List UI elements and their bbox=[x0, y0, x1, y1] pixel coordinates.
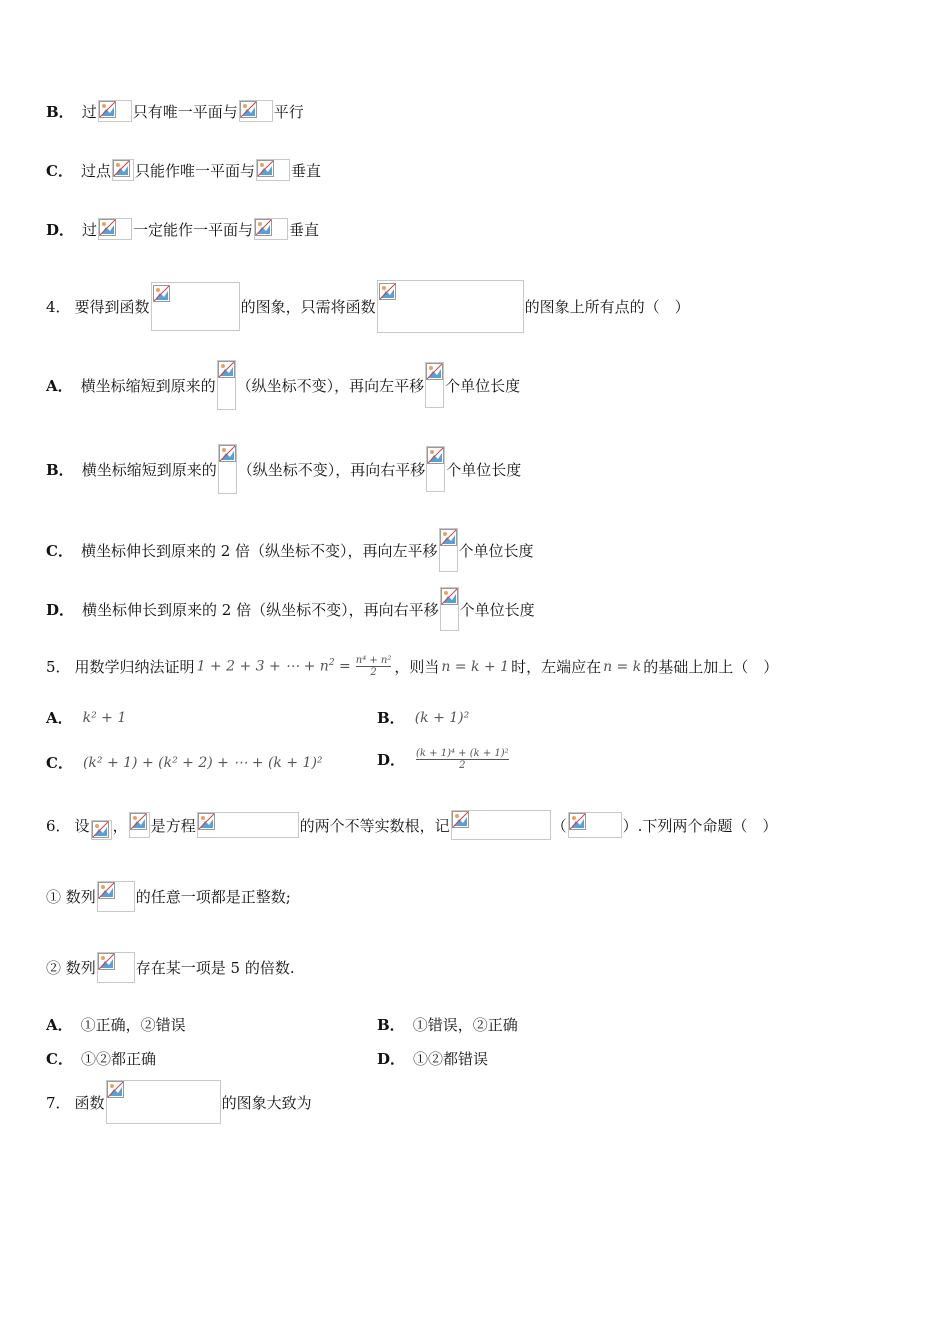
q7-stem bbox=[46, 1080, 312, 1124]
question-text: 要得到函数 bbox=[74, 298, 150, 316]
q5-option-d bbox=[377, 748, 512, 771]
q6-option-a bbox=[46, 1014, 186, 1035]
q4-option-c bbox=[46, 528, 534, 572]
option-text: 横坐标缩短到原来的 bbox=[81, 460, 217, 479]
fraction-numerator: n⁴ + n² bbox=[355, 655, 392, 666]
q4-option-a bbox=[46, 360, 520, 410]
broken-image-icon bbox=[254, 218, 288, 240]
q6-option-c bbox=[46, 1048, 156, 1069]
option-label: D． bbox=[46, 600, 75, 619]
question-text: （ bbox=[551, 816, 567, 835]
option-text: （纵坐标不变），再向左平移 bbox=[236, 376, 425, 395]
q6-statement-1 bbox=[46, 881, 291, 912]
question-number: 6． bbox=[46, 816, 71, 835]
option-label: D． bbox=[377, 751, 406, 769]
broken-image-icon bbox=[98, 218, 132, 240]
option-text: 一定能作一平面与 bbox=[133, 220, 254, 239]
option-text: 只有唯一平面与 bbox=[132, 102, 238, 121]
q5-stem bbox=[46, 655, 778, 678]
q4-stem bbox=[46, 280, 690, 333]
broken-image-icon bbox=[451, 810, 551, 840]
q6-option-b bbox=[377, 1014, 518, 1035]
q5-option-c bbox=[46, 752, 325, 773]
option-text: 垂直 bbox=[289, 220, 320, 239]
broken-image-icon bbox=[439, 528, 458, 572]
formula-lhs-text: 1 + 2 + 3 + ⋯ + n bbox=[196, 658, 329, 675]
broken-image-icon bbox=[218, 444, 237, 494]
question-text: ）.下列两个命题（ ） bbox=[622, 816, 778, 835]
option-text: 过点 bbox=[80, 161, 111, 180]
broken-image-icon bbox=[197, 812, 299, 838]
option-fraction bbox=[416, 748, 509, 771]
option-text: 横坐标伸长到原来的 2 倍（纵坐标不变），再向右平移 bbox=[82, 600, 439, 619]
broken-image-icon bbox=[129, 812, 150, 838]
formula-fraction bbox=[356, 655, 392, 678]
option-text: 横坐标缩短到原来的 bbox=[80, 376, 216, 395]
option-text: 平行 bbox=[273, 102, 304, 121]
broken-image-icon bbox=[239, 100, 273, 122]
option-label: B． bbox=[377, 1016, 405, 1034]
broken-image-icon bbox=[568, 812, 622, 838]
option-label: C． bbox=[46, 541, 73, 560]
question-text: 的图象上所有点的（ ） bbox=[524, 298, 690, 316]
statement-text: 存在某一项是 5 的倍数. bbox=[135, 959, 295, 977]
option-label: B． bbox=[46, 102, 74, 121]
q6-stem bbox=[46, 810, 777, 840]
question-text: 是方程 bbox=[150, 816, 196, 835]
question-text: 时，左端应在 bbox=[511, 658, 602, 676]
option-text: ①错误，②正确 bbox=[412, 1016, 518, 1034]
option-label: D． bbox=[46, 220, 75, 239]
question-text: 的两个不等实数根，记 bbox=[299, 816, 450, 835]
option-label: A． bbox=[46, 376, 73, 395]
option-text: 个单位长度 bbox=[446, 460, 522, 479]
broken-image-icon bbox=[217, 360, 236, 410]
option-text: ①②都错误 bbox=[413, 1050, 489, 1068]
broken-image-icon bbox=[106, 1080, 221, 1124]
question-text: ， bbox=[112, 816, 128, 835]
broken-image-icon bbox=[98, 100, 132, 122]
option-label: B． bbox=[46, 460, 74, 479]
condition-formula: n = k + 1 bbox=[441, 658, 510, 675]
option-text: 个单位长度 bbox=[459, 600, 535, 619]
fraction-denominator: 2 bbox=[459, 760, 466, 771]
broken-image-icon bbox=[112, 159, 134, 181]
option-text: 过 bbox=[81, 102, 97, 121]
broken-image-icon bbox=[440, 587, 459, 631]
question-number: 4． bbox=[46, 298, 71, 316]
q3-option-b bbox=[46, 100, 304, 122]
option-text: （纵坐标不变），再向右平移 bbox=[237, 460, 426, 479]
q4-option-b bbox=[46, 444, 521, 494]
question-text: 的基础上加上（ ） bbox=[643, 658, 779, 676]
option-label: C． bbox=[46, 161, 73, 180]
fraction-denominator: 2 bbox=[370, 667, 377, 678]
question-text: ，则当 bbox=[394, 658, 440, 676]
statement-text: ② 数列 bbox=[46, 959, 96, 977]
statement-text: ① 数列 bbox=[46, 888, 96, 906]
option-text: ①正确，②错误 bbox=[80, 1016, 186, 1034]
broken-image-icon bbox=[426, 446, 445, 492]
q5-option-a bbox=[46, 707, 128, 728]
option-label: B． bbox=[377, 709, 405, 727]
option-label: C． bbox=[46, 754, 73, 772]
question-text: 的图象大致为 bbox=[221, 1093, 312, 1112]
option-text: 个单位长度 bbox=[458, 541, 534, 560]
option-label: D． bbox=[377, 1050, 406, 1068]
broken-image-icon bbox=[97, 881, 135, 912]
broken-image-icon bbox=[425, 362, 444, 408]
broken-image-icon bbox=[377, 280, 524, 333]
broken-image-icon bbox=[91, 820, 112, 840]
broken-image-icon bbox=[97, 952, 135, 983]
fraction-numerator: (k + 1)⁴ + (k + 1)² bbox=[416, 748, 509, 759]
statement-text: 的任意一项都是正整数; bbox=[135, 888, 291, 906]
question-text: 的图象，只需将函数 bbox=[240, 298, 376, 316]
option-label: A． bbox=[46, 1016, 73, 1034]
condition-formula: n = k bbox=[603, 658, 642, 675]
question-text: 设 bbox=[74, 816, 90, 835]
option-text: 垂直 bbox=[290, 161, 321, 180]
question-number: 7． bbox=[46, 1093, 71, 1112]
q6-option-d bbox=[377, 1048, 488, 1069]
q6-statement-2 bbox=[46, 952, 295, 983]
broken-image-icon bbox=[256, 159, 290, 181]
q3-option-c bbox=[46, 159, 321, 181]
formula-lhs: 1 + 2 + 3 + ⋯ + $n^2$ = bbox=[196, 658, 351, 675]
q5-option-b bbox=[377, 707, 471, 728]
option-text: 只能作唯一平面与 bbox=[134, 161, 255, 180]
question-number: 5． bbox=[46, 658, 71, 676]
option-label: A． bbox=[46, 709, 73, 727]
q4-option-d bbox=[46, 587, 535, 631]
option-formula: (k² + 1) + (k² + 2) + ⋯ + (k + 1)² bbox=[82, 754, 323, 771]
option-text: 横坐标伸长到原来的 2 倍（纵坐标不变），再向左平移 bbox=[80, 541, 438, 560]
option-label: C． bbox=[46, 1050, 73, 1068]
option-formula: (k + 1)² bbox=[414, 709, 470, 726]
question-text: 用数学归纳法证明 bbox=[74, 658, 195, 676]
question-text: 函数 bbox=[74, 1093, 105, 1112]
option-text: 过 bbox=[82, 220, 98, 239]
broken-image-icon bbox=[151, 282, 240, 331]
option-text: ①②都正确 bbox=[80, 1050, 156, 1068]
q3-option-d bbox=[46, 218, 319, 240]
option-text: 个单位长度 bbox=[445, 376, 521, 395]
option-formula: k² + 1 bbox=[82, 709, 127, 726]
